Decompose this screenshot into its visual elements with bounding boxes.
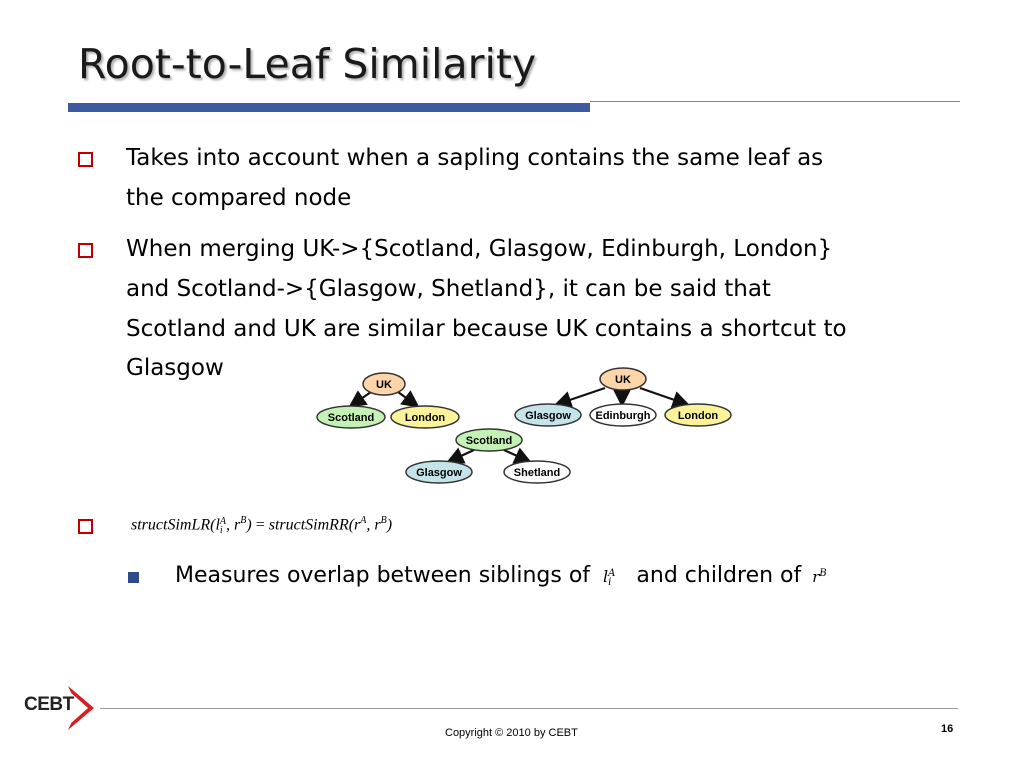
tree1-root-label: UK <box>376 379 392 391</box>
tree3-root-node <box>600 368 646 390</box>
formula-lhs-func: structSimLR <box>131 516 211 534</box>
tree1-child-0-label: Scotland <box>327 412 375 424</box>
tree2-child-shetland <box>504 461 570 483</box>
bullet-marker-3 <box>78 519 93 534</box>
formula-rhs-var2-sup: B <box>380 515 387 526</box>
page-number: 16 <box>941 723 954 735</box>
formula-rhs-var1: r <box>354 516 361 534</box>
formula-lhs-var1-sup: A <box>219 515 227 527</box>
tree1-child-1-label: London <box>404 412 446 424</box>
bullet-2-line-3: Scotland and UK are similar because UK contains a shortcut to <box>126 316 847 342</box>
tree3-child-2-label: London <box>677 410 719 422</box>
formula-lhs-var2: r <box>234 516 241 534</box>
tree1-child-london <box>391 406 459 428</box>
sub-bullet-var1 <box>603 567 615 586</box>
tree3-child-glasgow <box>515 404 581 426</box>
tree1-child-scotland <box>317 406 385 428</box>
tree2-root-node <box>456 429 522 451</box>
tree2-child-1-label: Shetland <box>513 467 561 479</box>
sub-bullet-var1-sup: A <box>608 567 616 579</box>
formula-lhs-var1-sub: i <box>219 524 223 536</box>
sub-bullet-text-after: and children of <box>636 563 802 588</box>
tree3-root-label: UK <box>615 374 631 386</box>
tree1-root-node <box>363 373 405 395</box>
formula: structSimLR(l A i , $r^B$) = $structSimRR(r^A$, $r^B$) <box>131 515 393 536</box>
tree2-root-label: Scotland <box>465 435 513 447</box>
bullet-2-line-2: and Scotland->{Glasgow, Shetland}, it can be said that <box>126 276 771 302</box>
tree3-child-0-label: Glasgow <box>525 410 571 422</box>
formula-lhs-var1: l <box>215 516 220 534</box>
bullet-2-line-1: When merging UK->{Scotland, Glasgow, Edinburgh, London} <box>126 236 833 262</box>
formula-rhs-var2: r <box>374 516 381 534</box>
tree2-child-0-label: Glasgow <box>416 467 462 479</box>
bullet-2-line-4: Glasgow <box>126 355 224 381</box>
title-underline-thick <box>68 103 590 112</box>
formula-rhs-var1-sup: A <box>360 515 367 526</box>
sub-bullet-marker <box>128 572 139 583</box>
formula-rhs-func: structSimRR <box>268 516 349 534</box>
bullet-1-line-2: the compared node <box>126 185 352 211</box>
bullet-marker-2 <box>78 243 93 258</box>
footer-divider <box>100 708 958 709</box>
sub-bullet-var1-base: l <box>603 567 609 586</box>
copyright-text: Copyright © 2010 by CEBT <box>445 727 578 739</box>
title-underline-thin <box>590 101 960 102</box>
logo-text: CEBT <box>24 694 74 715</box>
sub-bullet-text-before: Measures overlap between siblings of <box>175 563 591 588</box>
tree-diagram <box>300 360 770 495</box>
sub-bullet-line <box>175 563 827 588</box>
formula-lhs-var2-sup: B <box>240 515 247 526</box>
tree3-child-1-label: Edinburgh <box>595 410 651 422</box>
bullet-1-line-1: Takes into account when a sapling contains the same leaf as <box>126 145 824 171</box>
tree3-child-london <box>665 404 731 426</box>
sub-bullet-var2-base: r <box>812 568 820 586</box>
sub-bullet-var1-sub: i <box>608 576 612 588</box>
tree3-child-edinburgh <box>590 404 656 426</box>
sub-bullet-var2-sup: B <box>819 568 827 579</box>
bullet-marker-1 <box>78 152 93 167</box>
tree2-child-glasgow <box>406 461 472 483</box>
sub-bullet-var2 <box>812 568 827 586</box>
slide-title: Root-to-Leaf Similarity <box>78 40 537 88</box>
